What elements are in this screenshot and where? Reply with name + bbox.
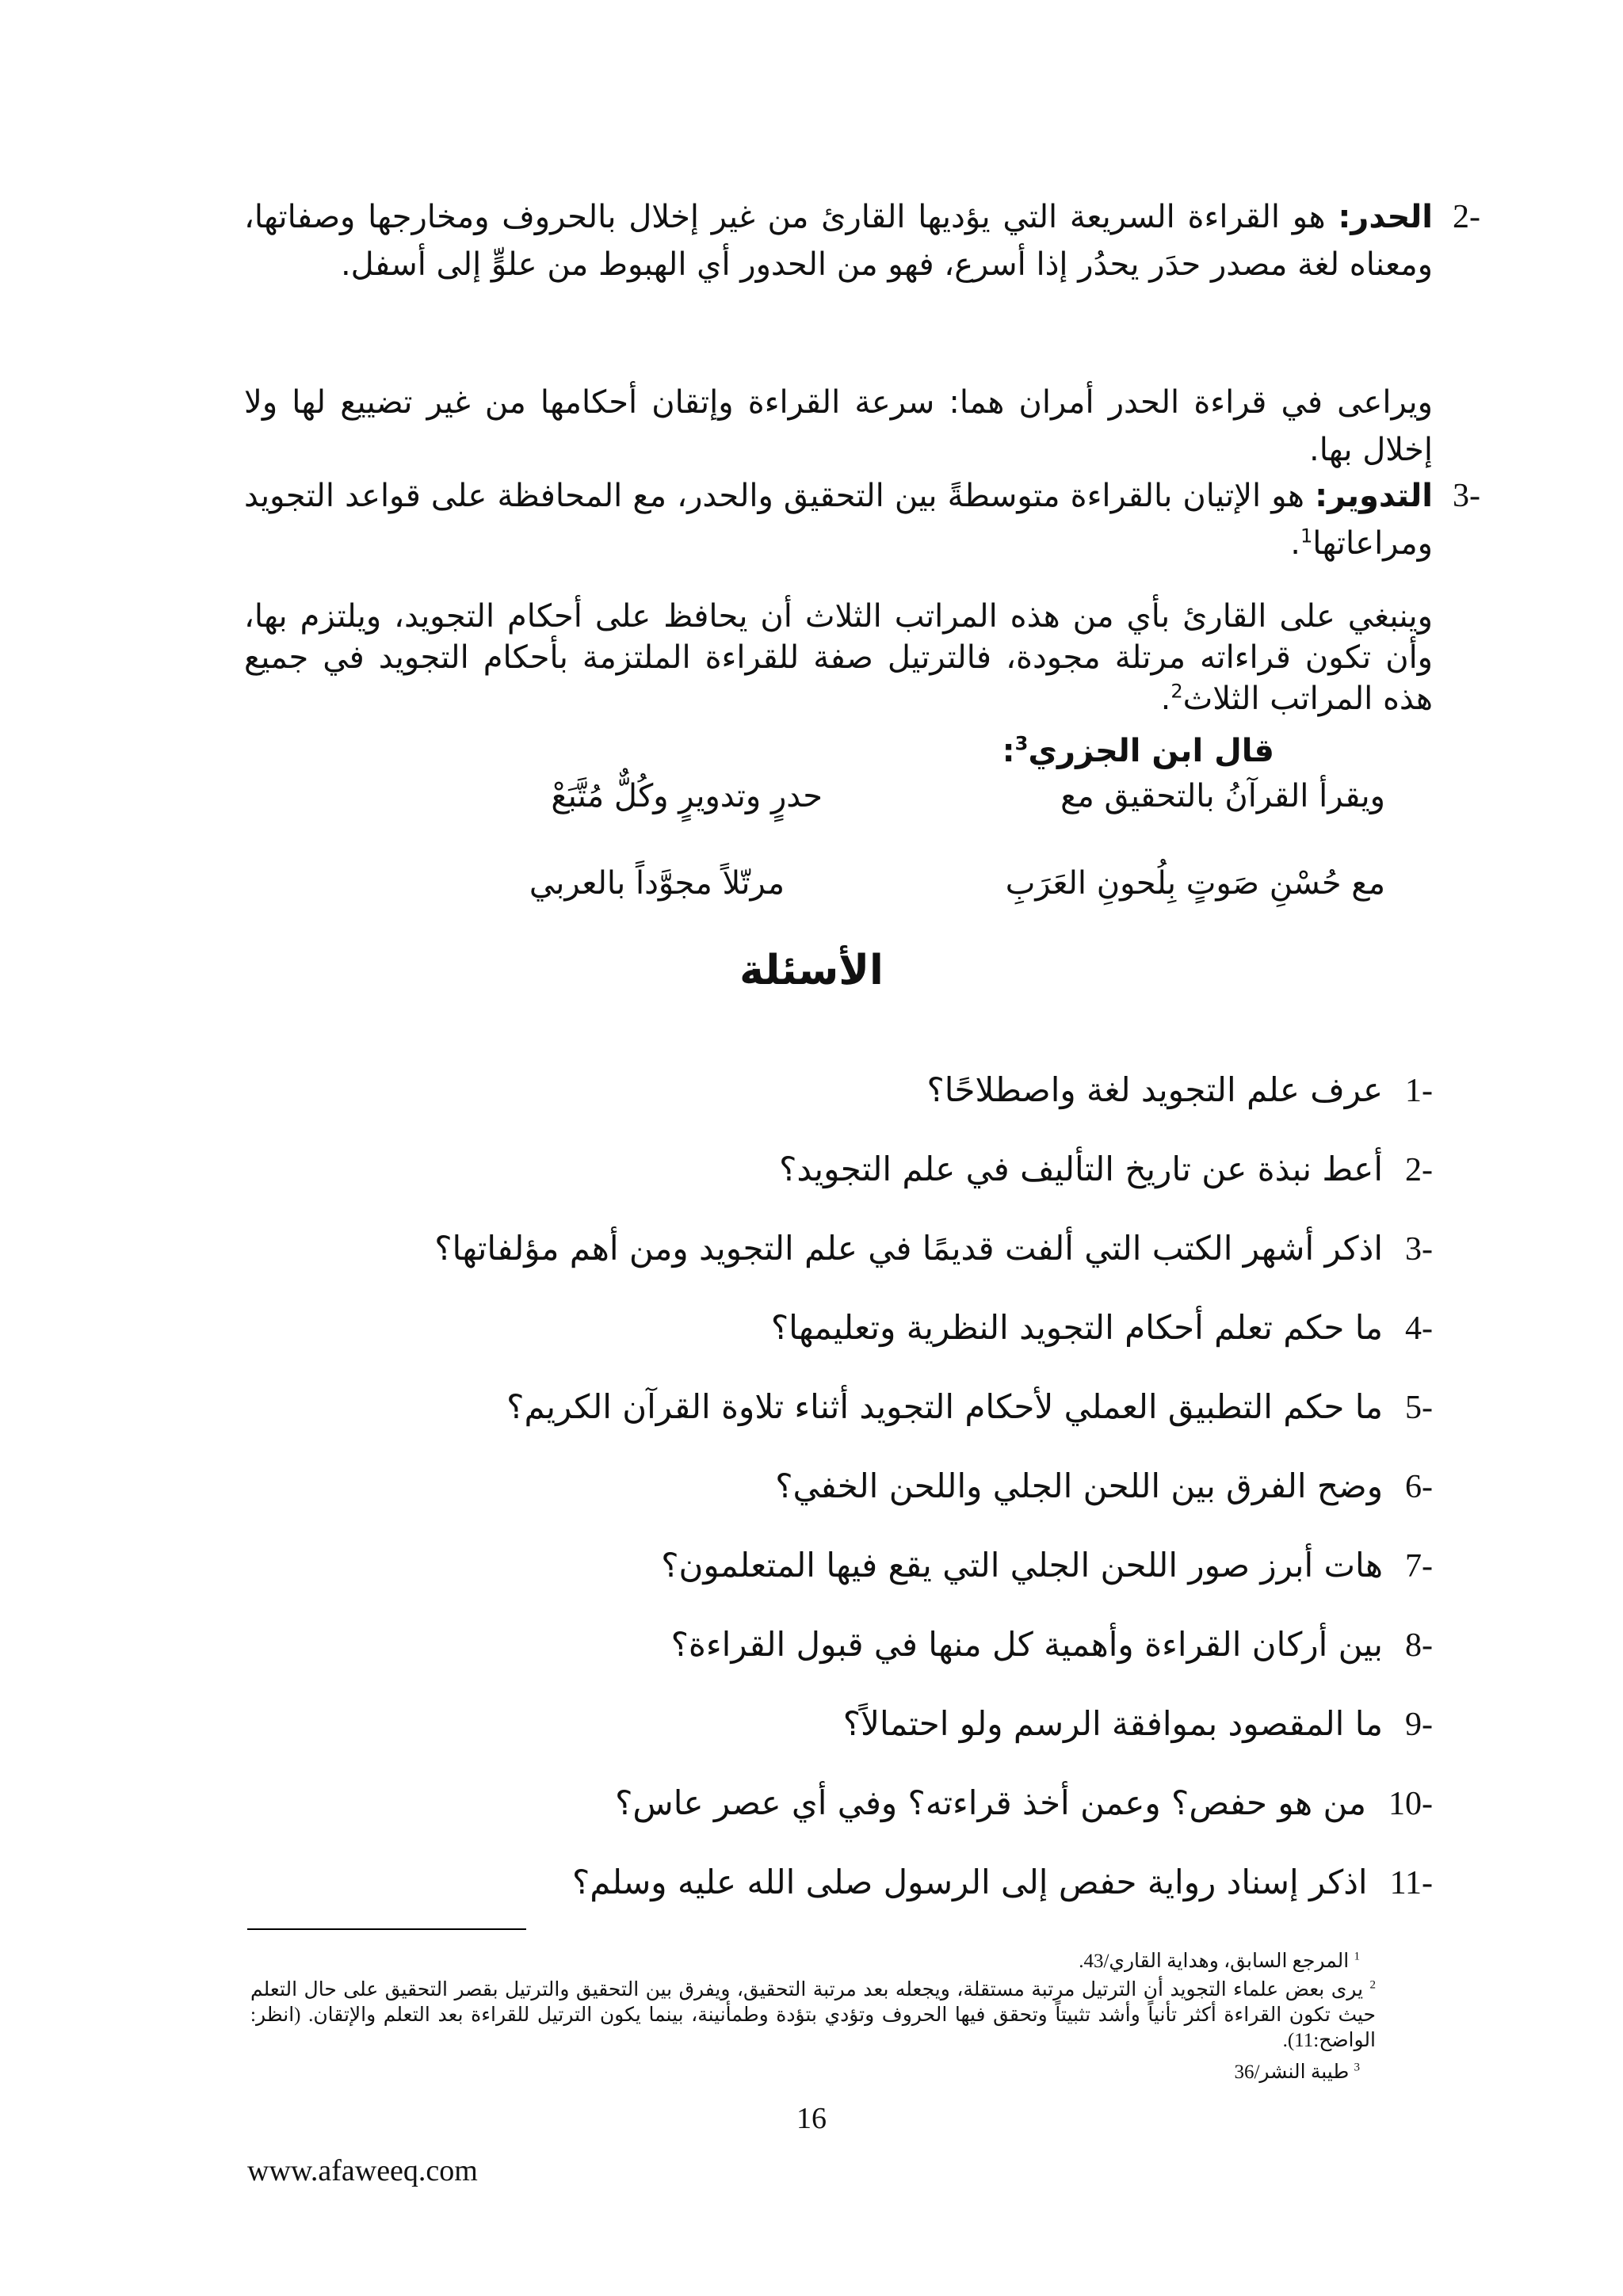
footnote-number: 1 — [1354, 1950, 1360, 1963]
question-text: ما المقصود بموافقة الرسم ولو احتمالاً؟ — [842, 1704, 1383, 1743]
footnote-2 — [250, 1978, 1376, 2054]
question-item — [671, 1621, 1433, 1669]
question-number: 10- — [1388, 1786, 1433, 1822]
definition-text: هو القراءة السريعة التي يؤديها القارئ من غير إخلال بالحروف ومخارجها وصفاتها، ومعناه لغة مصدر حدَر يحدُر إذا أسرع، فهو من الحدور أي الهبوط من علوٍّ إلى أسفل. — [244, 199, 1433, 283]
sentence-end: . — [1160, 681, 1171, 717]
question-number: 11- — [1389, 1865, 1433, 1901]
question-text: ما حكم تعلم أحكام التجويد النظرية وتعليمها؟ — [770, 1308, 1383, 1347]
verse-1-second-half: حدرٍ وتدويرٍ وكُلٌّ مُتَّبَعْ — [551, 778, 823, 814]
definition-term: الحدر: — [1338, 199, 1433, 235]
question-number: 7- — [1405, 1548, 1433, 1585]
question-text: اذكر أشهر الكتب التي ألفت قديمًا في علم التجويد ومن أهم مؤلفاتها؟ — [434, 1229, 1383, 1268]
question-number: 2- — [1405, 1152, 1433, 1188]
definition-text: هو الإتيان بالقراءة متوسطةً بين التحقيق والحدر، مع المحافظة على قواعد التجويد ومراعاتها — [244, 478, 1433, 562]
question-text: من هو حفص؟ وعمن أخذ قراءته؟ وفي أي عصر عاس؟ — [615, 1783, 1366, 1822]
footnote-separator — [247, 1928, 526, 1930]
footnote-1 — [266, 1949, 1360, 1974]
question-text: أعط نبذة عن تاريخ التأليف في علم التجويد؟ — [779, 1150, 1383, 1188]
question-text: اذكر إسناد رواية حفص إلى الرسول صلى الله عليه وسلم؟ — [571, 1863, 1368, 1901]
footnote-text: طيبة النشر/36 — [1234, 2061, 1350, 2083]
question-text: عرف علم التجويد لغة واصطلاحًا؟ — [926, 1070, 1383, 1109]
question-number: 1- — [1405, 1073, 1433, 1109]
question-text: هات أبرز صور اللحن الجلي التي يقع فيها المتعلمون؟ — [661, 1546, 1383, 1585]
definition-note — [244, 379, 1433, 474]
definition-number: 2- — [1453, 199, 1480, 235]
question-item — [615, 1779, 1433, 1827]
footnote-3 — [266, 2060, 1360, 2085]
question-item — [434, 1225, 1433, 1272]
definition-term: التدوير: — [1315, 478, 1433, 514]
poet-name: قال ابن الجزري — [1028, 733, 1274, 769]
body-paragraph — [244, 596, 1433, 719]
website-link[interactable]: www.afaweeq.com — [247, 2154, 478, 2187]
question-text: بين أركان القراءة وأهمية كل منها في قبول القراءة؟ — [670, 1625, 1383, 1664]
page-number: 16 — [796, 2102, 827, 2135]
question-item — [926, 1066, 1433, 1114]
footnote-number: 2 — [1369, 1978, 1377, 1992]
footnote-number: 3 — [1354, 2061, 1360, 2074]
question-number: 3- — [1405, 1231, 1433, 1268]
question-item — [661, 1542, 1433, 1589]
question-item — [775, 1463, 1433, 1510]
question-number: 9- — [1405, 1707, 1433, 1743]
footnote-text: المرجع السابق، وهداية القاري/43. — [1079, 1951, 1350, 1972]
question-text: ما حكم التطبيق العملي لأحكام التجويد أثناء تلاوة القرآن الكريم؟ — [506, 1387, 1383, 1426]
verse-2-second-half: مرتّلاً مجوَّداً بالعربي — [529, 865, 785, 902]
footnote-ref: 2 — [1170, 680, 1183, 703]
question-number: 5- — [1405, 1390, 1433, 1426]
note-text: ويراعى في قراءة الحدر أمران هما: سرعة القراءة وإتقان أحكامها من غير تضييع لها ولا إخلال بها. — [244, 384, 1433, 468]
sentence-end: . — [1290, 525, 1300, 562]
question-number: 8- — [1405, 1627, 1433, 1664]
verse-2-first-half: مع حُسْنِ صَوتٍ بِلُحونِ العَرَبِ — [1005, 865, 1385, 902]
question-number: 6- — [1405, 1469, 1433, 1505]
question-number: 4- — [1405, 1310, 1433, 1347]
poem-attribution — [1002, 733, 1274, 769]
definition-tadweer — [244, 472, 1480, 567]
footnote-text: يرى بعض علماء التجويد أن الترتيل مرتبة مستقلة، ويجعله بعد مرتبة التحقيق، ويفرق بين التحقيق والترتيل بقصر التحقيق على حال التعلم حيث تكون القراءة أكثر تأنياً وأشد تثبيتاً وتحقق فيها الحروف وتؤدي بتؤدة وطمأنينة، بينما يكون الترتيل للقراءة بعد التعلم والإتقان. (انظر: الواضح:11). — [250, 1979, 1376, 2051]
question-item — [506, 1383, 1433, 1431]
questions-heading: الأسئلة — [739, 947, 884, 994]
verse-1-first-half: ويقرأ القرآنُ بالتحقيق مع — [1060, 778, 1385, 814]
question-text: وضح الفرق بين اللحن الجلي واللحن الخفي؟ — [775, 1466, 1383, 1505]
question-item — [771, 1304, 1433, 1352]
colon: : — [1002, 733, 1015, 769]
paragraph-text: وينبغي على القارئ بأي من هذه المراتب الثلاث أن يحافظ على أحكام التجويد، ويلتزم بها، وأن تكون قراءاته مرتلة مجودة، فالترتيل صفة للقراءة الملتزمة بأحكام التجويد في جميع هذه المراتب الثلاث — [244, 598, 1433, 717]
footnote-ref: 3 — [1014, 732, 1029, 755]
question-item — [843, 1700, 1433, 1748]
question-item — [779, 1146, 1433, 1193]
definition-hadr — [244, 193, 1480, 288]
definition-number: 3- — [1453, 478, 1480, 514]
question-item — [572, 1859, 1433, 1906]
footnote-ref: 1 — [1300, 524, 1313, 547]
